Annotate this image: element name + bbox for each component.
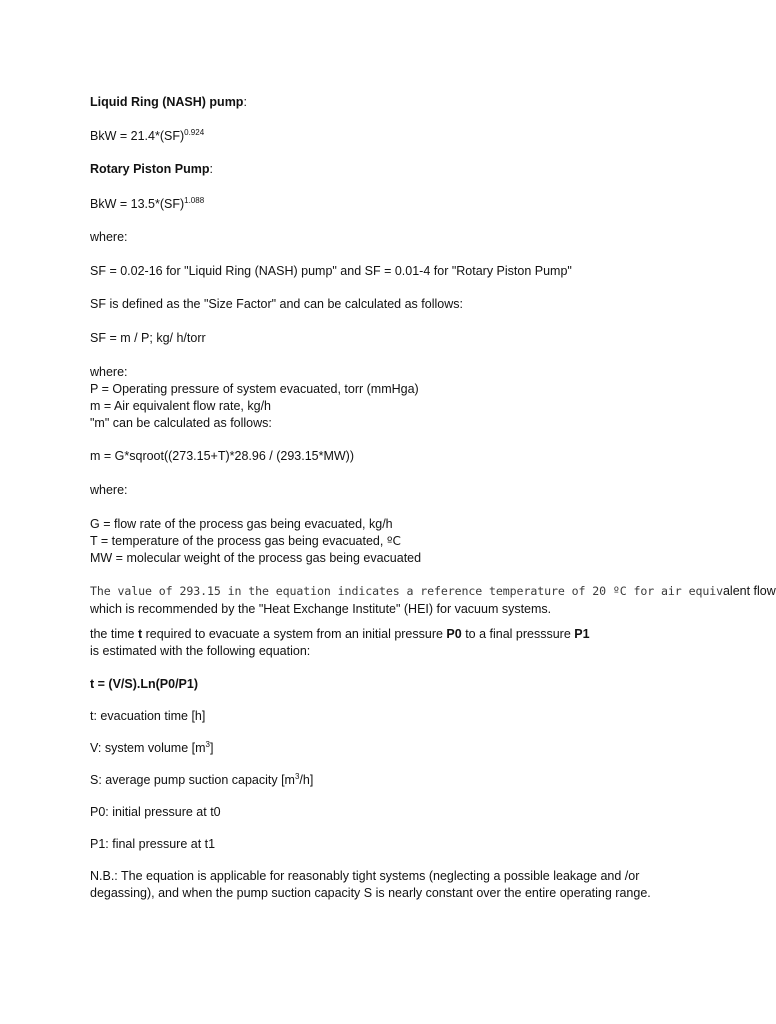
def-final-pressure: P1: final pressure at t1 [90, 837, 216, 851]
rotary-piston-formula: BkW = 13.5*(SF)$^{1.088}$ [90, 196, 205, 211]
rotary-piston-heading: Rotary Piston Pump: [90, 162, 213, 176]
liquid-ring-formula: BkW = 21.4*(SF)$^{0.924}$ [90, 128, 205, 143]
reference-temp-line-2: which is recommended by the "Heat Exchange Institute" (HEI) for vacuum systems. [90, 602, 552, 616]
def-initial-pressure: P0: initial pressure at t0 [90, 805, 221, 819]
mw-definition: MW = molecular weight of the process gas being evacuated [90, 551, 422, 565]
m-formula: m = G*sqroot((273.15+T)*28.96 / (293.15*MW)) [90, 449, 355, 463]
sf-formula: SF = m / P; kg/ h/torr [90, 331, 206, 345]
rotary-piston-exponent: 1.088 [184, 196, 205, 205]
liquid-ring-heading: Liquid Ring (NASH) pump: [90, 95, 247, 109]
def-suction-capacity: S: average pump suction capacity $[m^3/h]$ [90, 772, 314, 787]
m-calc-intro: "m" can be calculated as follows: [90, 416, 272, 430]
reference-temp-line-1: The value of 293.15 in the equation indicates a reference temperature of 20 ºC for air equivalent flow [90, 584, 776, 598]
sf-definition-text: SF is defined as the "Size Factor" and can be calculated as follows: [90, 297, 463, 311]
evacuation-intro-line-1: the time t required to evacuate a system from an initial pressure P0 to a final presssure P1 [90, 627, 590, 641]
nb-note-line-2: degassing), and when the pump suction capacity S is nearly constant over the entire operating range. [90, 886, 651, 900]
sf-range-text: SF = 0.02-16 for "Liquid Ring (NASH) pump" and SF = 0.01-4 for "Rotary Piston Pump" [90, 264, 572, 278]
def-evacuation-time: t: evacuation time [h] [90, 709, 206, 723]
where-label-2: where: [90, 365, 128, 379]
p-definition: P = Operating pressure of system evacuated, torr (mmHga) [90, 382, 419, 396]
def-system-volume: V: system volume $[m^3]$ [90, 740, 214, 755]
nb-note-line-1: N.B.: The equation is applicable for reasonably tight systems (neglecting a possible leakage and /or [90, 869, 640, 883]
liquid-ring-exponent: 0.924 [184, 128, 205, 137]
where-label-3: where: [90, 483, 128, 497]
celsius-unit: ºC [386, 534, 401, 548]
evacuation-equation: t = (V/S).Ln(P0/P1) [90, 677, 199, 691]
document-page [90, 0, 776, 1024]
m-definition: m = Air equivalent flow rate, kg/h [90, 399, 271, 413]
t-definition: T = temperature of the process gas being evacuated, ºC [90, 534, 401, 548]
where-label-1: where: [90, 230, 128, 244]
evacuation-intro-line-2: is estimated with the following equation: [90, 644, 311, 658]
g-definition: G = flow rate of the process gas being evacuated, kg/h [90, 517, 393, 531]
